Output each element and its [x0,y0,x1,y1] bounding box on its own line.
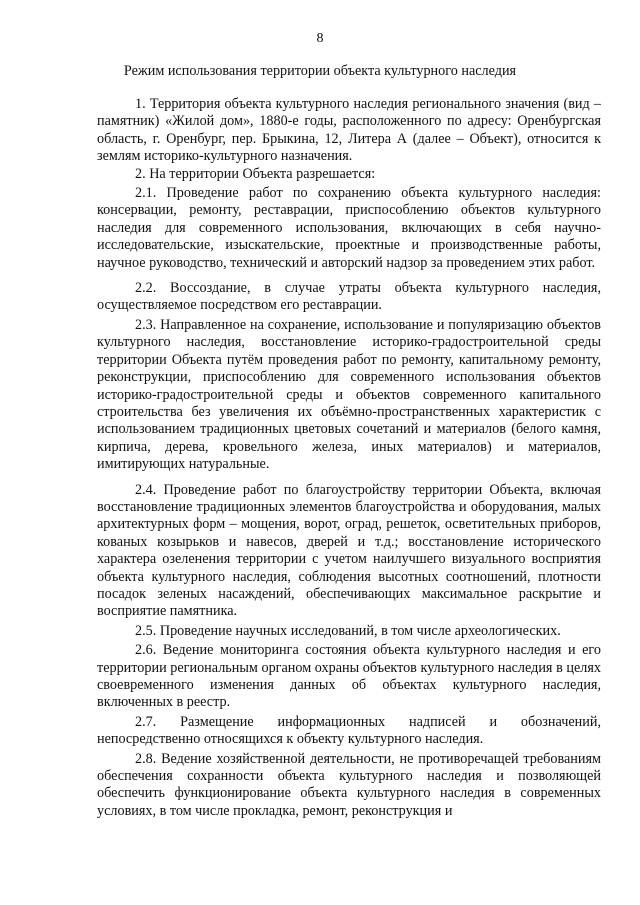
section-heading: Режим использования территории объекта культурного наследия [123,63,517,79]
document-body [97,96,601,820]
paragraph-2-3: 2.3. Направленное на сохранение, использование и популяризацию объектов культурного наследия, восстановление историко-градостроительной среды территории Объекта путём проведения работ по ремонту, капитальному ремонту, реконструкции, приспособлению для современного использования объектов историко-градостроительной среды и объектов современного капитального строительства без увеличения их объёмно-пространственных характеристик с использованием традиционных цветовых сочетаний и материалов (белого камня, кирпича, дерева, кровельного железа, иных материалов) и материалов, имитирующих натуральные. [97,316,601,473]
paragraph-1: 1. Территория объекта культурного наследия регионального значения (вид – памятник) «Жилой дом», 1880-е годы, расположенного по адресу: Оренбургская область, г. Оренбург, пер. Брыкина, 12, Литера А (далее – Объект), относится к землям историко-культурного назначения. [97,96,601,165]
paragraph-2-5: 2.5. Проведение научных исследований, в том числе археологических. [135,622,561,639]
paragraph-2-7: 2.7. Размещение информационных надписей и обозначений, непосредственно относящихся к объекту культурного наследия. [97,713,601,748]
page-number: 8 [316,31,324,46]
paragraph-2-4: 2.4. Проведение работ по благоустройству территории Объекта, включая восстановление традиционных элементов благоустройства и оборудования, малых архитектурных форм – мощения, ворот, оград, решеток, осветительных приборов, кованых козырьков и навесов, дверей и т.д.; восстановление исторического характера озеленения территории с учетом наилучшего визуального восприятия объекта культурного наследия, соблюдения высотных соотношений, плотности посадок зеленых насаждений, обеспечивающих максимальное раскрытие и восприятие памятника. [97,481,601,620]
paragraph-2-1: 2.1. Проведение работ по сохранению объекта культурного наследия: консервации, ремонту, реставрации, приспособлению объектов культурного наследия для современного использования, включающих в себя научно-исследовательские, изыскательские, проектные и производственные работы, научное руководство, технический и авторский надзор за проведением этих работ. [97,185,601,271]
paragraph-2-6: 2.6. Ведение мониторинга состояния объекта культурного наследия и его территории региональным органом охраны объектов культурного наследия в целях своевременного изменения данных об объектах культурного наследия, включенных в реестр. [97,642,601,711]
paragraph-2-8: 2.8. Ведение хозяйственной деятельности, не противоречащей требованиям обеспечения сохранности объекта культурного наследия и позволяющей обеспечить функционирование объекта культурного наследия в современных условиях, в том числе прокладка, ремонт, реконструкция и [97,750,601,819]
paragraph-2-2: 2.2. Воссоздание, в случае утраты объекта культурного наследия, осуществляемое посредством его реставрации. [97,280,601,314]
paragraph-2: 2. На территории Объекта разрешается: [135,165,376,182]
